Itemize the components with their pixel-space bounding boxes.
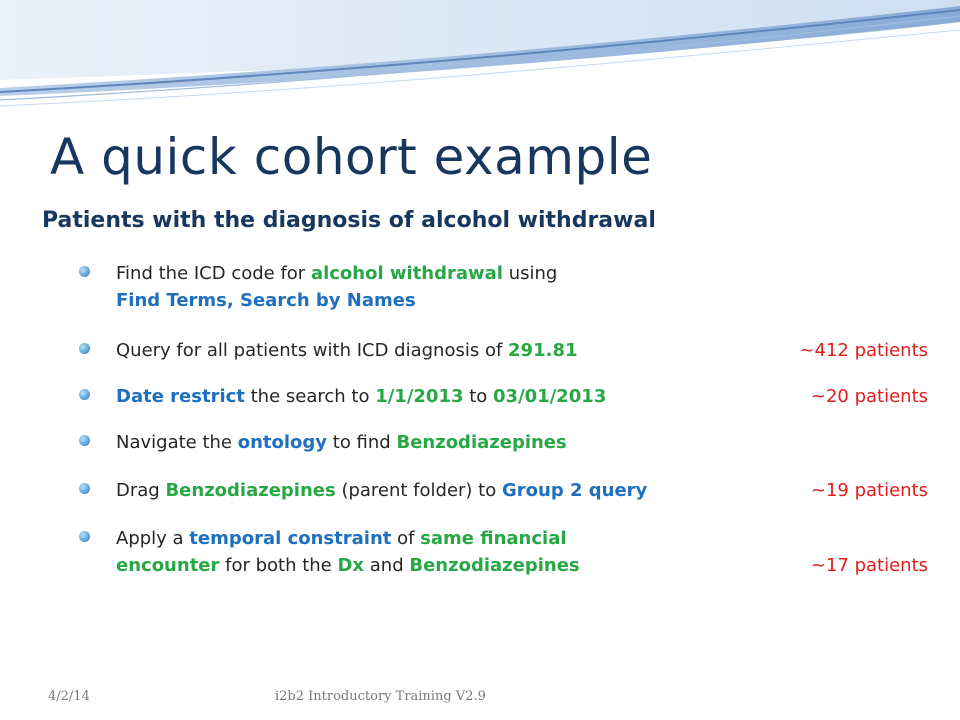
highlight-green: Benzodiazepines xyxy=(396,432,567,453)
text: Query for all patients with ICD diagnosis of xyxy=(116,340,509,361)
highlight-green: Dx xyxy=(337,555,365,576)
highlight-green: Benzodiazepines xyxy=(409,555,580,576)
bullet-dot-icon xyxy=(79,389,90,400)
footer-course: i2b2 Introductory Training V2.9 xyxy=(275,689,486,704)
bullet-dot-icon xyxy=(79,483,90,494)
text: of xyxy=(391,528,421,549)
text: Apply a xyxy=(116,528,190,549)
text: (parent folder) to xyxy=(335,480,502,501)
bullet-2-line xyxy=(116,340,578,361)
highlight-blue: Date restrict xyxy=(116,386,245,407)
bullet-dot-icon xyxy=(79,266,90,277)
text: using xyxy=(502,263,558,284)
text: to find xyxy=(327,432,397,453)
footer-date: 4/2/14 xyxy=(48,689,90,704)
bullet-5-line xyxy=(116,480,647,501)
patient-count: ~20 patients xyxy=(810,386,928,407)
highlight-green: 1/1/2013 xyxy=(375,386,464,407)
highlight-blue: temporal constraint xyxy=(189,528,392,549)
bullet-1-line-2 xyxy=(116,290,416,311)
highlight-green: alcohol withdrawal xyxy=(310,263,503,284)
text: Drag xyxy=(116,480,166,501)
patient-count: ~17 patients xyxy=(810,555,928,576)
bullet-dot-icon xyxy=(79,531,90,542)
highlight-green: encounter xyxy=(116,555,220,576)
highlight-green: Benzodiazepines xyxy=(165,480,336,501)
bullet-4-line xyxy=(116,432,567,453)
text: and xyxy=(364,555,410,576)
slide-subtitle: Patients with the diagnosis of alcohol withdrawal xyxy=(42,208,656,233)
text: for both the xyxy=(219,555,338,576)
highlight-green: 03/01/2013 xyxy=(493,386,607,407)
bullet-6-line-2 xyxy=(116,555,580,576)
slide-title: A quick cohort example xyxy=(50,128,653,186)
highlight-blue: ontology xyxy=(237,432,328,453)
bullet-3-line xyxy=(116,386,606,407)
highlight-green: same financial xyxy=(420,528,567,549)
highlight-blue: Group 2 query xyxy=(501,480,648,501)
bullet-dot-icon xyxy=(79,435,90,446)
text: the search to xyxy=(244,386,376,407)
patient-count: ~19 patients xyxy=(810,480,928,501)
bullet-1-line-1 xyxy=(116,263,557,284)
highlight-blue: Find Terms, Search by Names xyxy=(116,290,416,311)
bullet-6-line-1 xyxy=(116,528,567,549)
text: Navigate the xyxy=(116,432,238,453)
header-swoosh xyxy=(0,0,960,120)
bullet-dot-icon xyxy=(79,343,90,354)
highlight-green: 291.81 xyxy=(508,340,578,361)
text: Find the ICD code for xyxy=(116,263,311,284)
text: to xyxy=(463,386,494,407)
patient-count: ~412 patients xyxy=(799,340,928,361)
